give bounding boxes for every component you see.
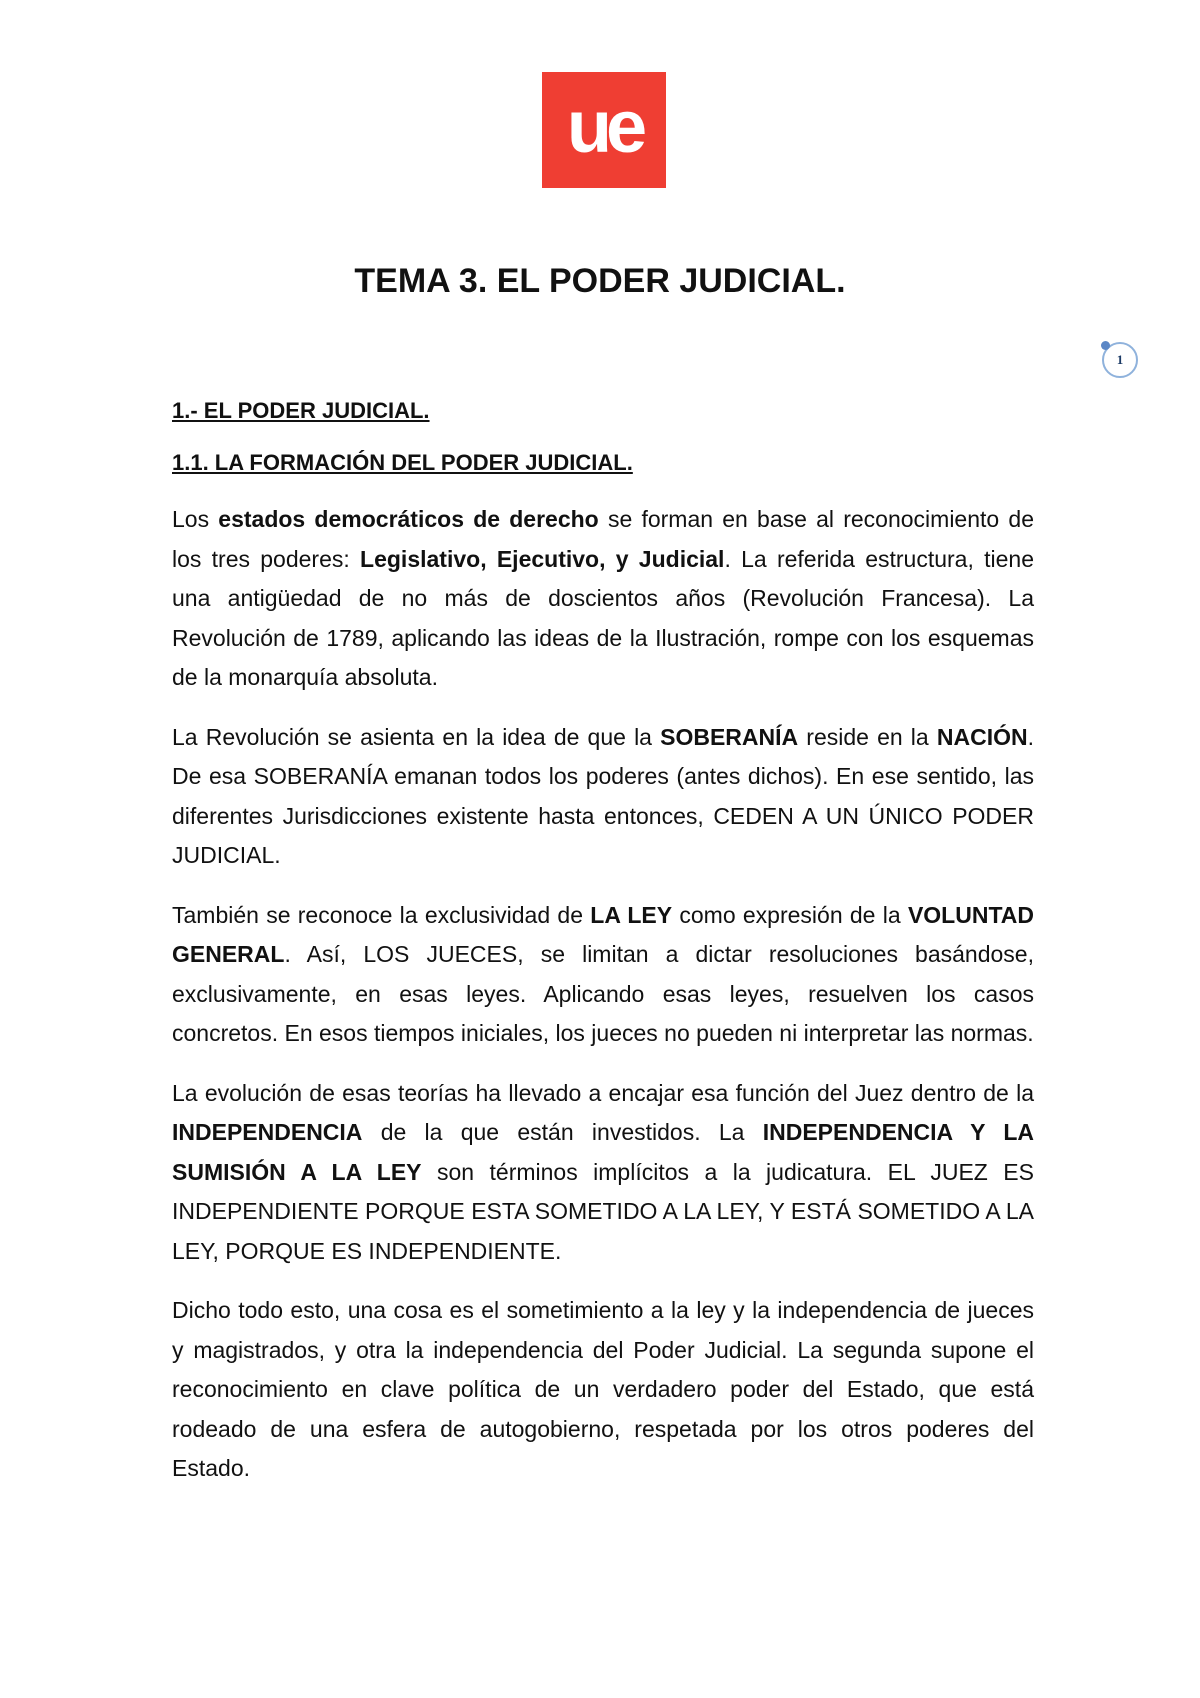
p3-text: . Así, LOS JUECES, se limitan a dictar resoluciones basándose, exclusivamente, en esas leyes. Aplicando esas leyes, resuelven los casos concretos. En esos tiempos iniciales, los jueces no pueden ni interpretar las normas.: [172, 941, 1034, 1046]
document-body: [172, 396, 1034, 1509]
page-number: 1: [1116, 352, 1124, 367]
p4-bold: INDEPENDENCIA Y LA SUMISIÓN A LA LEY: [172, 1119, 1034, 1185]
p2-text: La Revolución se asienta en la idea de que la: [172, 723, 661, 750]
paragraph-4: [172, 1074, 1034, 1272]
p3-bold: VOLUNTAD GENERAL: [172, 901, 1034, 967]
p1-text: . La referida estructura, tiene una antigüedad de no más de doscientos años (Revolución Francesa). La Revolución de 1789, aplicando las ideas de la Ilustración, rompe con los esquemas de la monarquía absoluta.: [172, 545, 1034, 690]
p2-bold: SOBERANÍA: [660, 723, 799, 750]
paragraph-1: [172, 500, 1034, 698]
p4-text: son términos implícitos a la judicatura. EL JUEZ ES INDEPENDIENTE PORQUE ESTA SOMETIDO A LA LEY, Y ESTÁ SOMETIDO A LA LEY, PORQUE ES INDEPENDIENTE.: [172, 1158, 1034, 1264]
p2-text: reside en la: [798, 723, 937, 750]
paragraph-5: Dicho todo esto, una cosa es el sometimiento a la ley y la independencia de jueces y magistrados, y otra la independencia del Poder Judicial. La segunda supone el reconocimiento en clave política de un verdadero poder del Estado, que está rodeado de una esfera de autogobierno, respetada por los otros poderes del Estado.: [172, 1297, 1034, 1481]
p3-text: como expresión de la: [672, 901, 908, 928]
paragraph-3: [172, 896, 1034, 1054]
page-badge-dot: [1101, 341, 1110, 350]
section-heading: 1.- EL PODER JUDICIAL.: [172, 398, 430, 423]
paragraph-2: [172, 718, 1034, 876]
p2-text: . De esa SOBERANÍA emanan todos los poderes (antes dichos). En ese sentido, las diferentes Jurisdicciones existente hasta entonces, CEDEN A UN ÚNICO PODER JUDICIAL.: [172, 723, 1034, 868]
university-logo: [542, 72, 666, 188]
p1-bold: estados democráticos de derecho: [218, 506, 599, 532]
subsection-heading: 1.1. LA FORMACIÓN DEL PODER JUDICIAL.: [172, 450, 633, 475]
p4-text: de la que están investidos. La: [362, 1119, 763, 1145]
p3-bold: LA LEY: [590, 901, 673, 928]
page-number-badge: [1102, 342, 1138, 378]
p1-bold: Legislativo, Ejecutivo, y Judicial: [360, 545, 725, 572]
p1-text: se forman en base al reconocimiento de los tres poderes:: [172, 506, 1034, 572]
logo-text: ue: [566, 85, 642, 168]
p4-text: La evolución de esas teorías ha llevado a encajar esa función del Juez dentro de la: [172, 1079, 1034, 1106]
p2-bold: NACIÓN: [936, 723, 1028, 750]
p4-bold: INDEPENDENCIA: [172, 1119, 363, 1145]
p3-text: También se reconoce la exclusividad de: [172, 901, 591, 928]
document-title: TEMA 3. EL PODER JUDICIAL.: [354, 262, 846, 300]
p1-text: Los: [172, 506, 219, 532]
